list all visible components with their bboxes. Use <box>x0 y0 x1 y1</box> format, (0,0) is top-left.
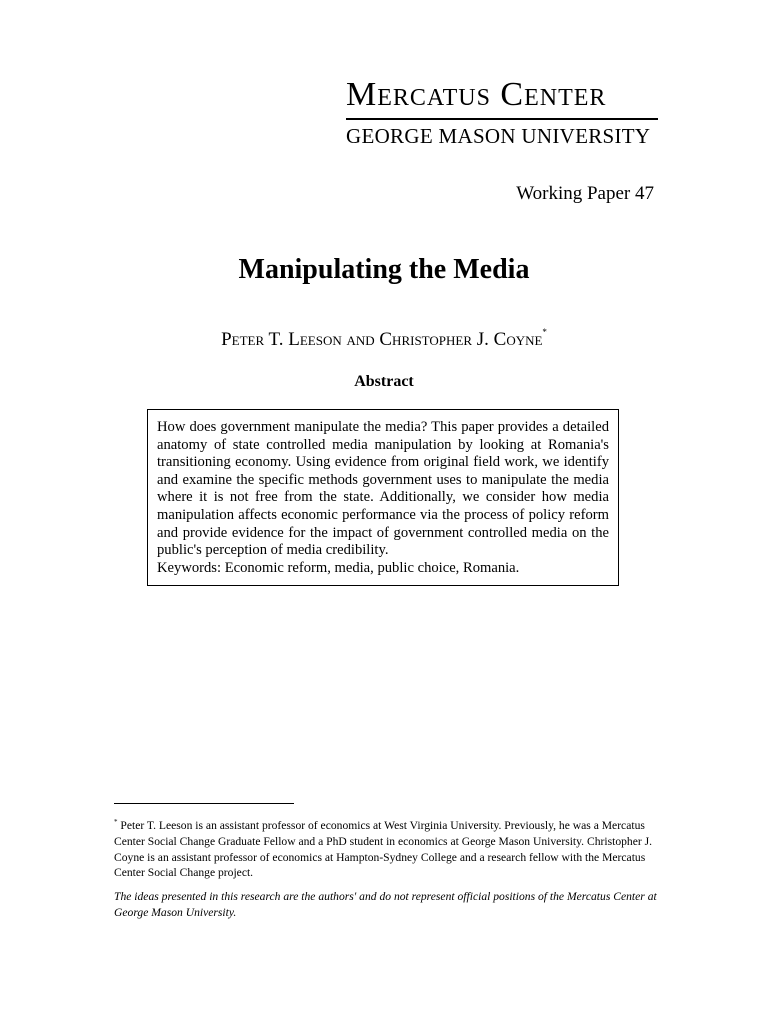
footnote-text: Peter T. Leeson is an assistant professor of economics at West Virginia University. Previously, he was a Mercatus Center Social Change Graduate Fellow and a PhD student in economics at George Mason University. Christopher J. Coyne is an assistant professor of economics at Hampton-Sydney College and a research fellow with the Mercatus Center Social Change project. <box>114 819 653 880</box>
mercatus-logo <box>346 76 658 148</box>
abstract-keywords: Keywords: Economic reform, media, public choice, Romania. <box>157 559 520 576</box>
paper-title: Manipulating the Media <box>238 254 530 285</box>
disclaimer: The ideas presented in this research are the authors' and do not represent official positions of the Mercatus Center at George Mason University. <box>114 890 657 919</box>
author-footnote-marker: * <box>542 327 547 337</box>
logo-divider <box>346 118 658 120</box>
author-footnote <box>114 815 654 881</box>
working-paper-number: Working Paper 47 <box>516 183 654 204</box>
author-names: Peter T. Leeson and Christopher J. Coyne <box>221 329 543 350</box>
footnote-divider <box>114 803 294 804</box>
abstract-body: How does government manipulate the media? This paper provides a detailed anatomy of state controlled media manipulation by looking at Romania's transitioning economy. Using evidence from original field work, we identify and examine the specific methods government uses to manipulate the media where it is not free from the state. Additionally, we consider how media manipulation affects economic performance via the process of policy reform and provide evidence for the impact of government controlled media on the public's perception of media credibility. <box>157 419 609 559</box>
logo-center-name: Mercatus Center <box>346 76 607 113</box>
abstract-box <box>147 409 619 586</box>
footnote-marker: * <box>114 818 118 826</box>
logo-university-name: GEORGE MASON UNIVERSITY <box>346 124 651 148</box>
paper-authors <box>0 327 768 351</box>
abstract-heading: Abstract <box>354 373 414 390</box>
